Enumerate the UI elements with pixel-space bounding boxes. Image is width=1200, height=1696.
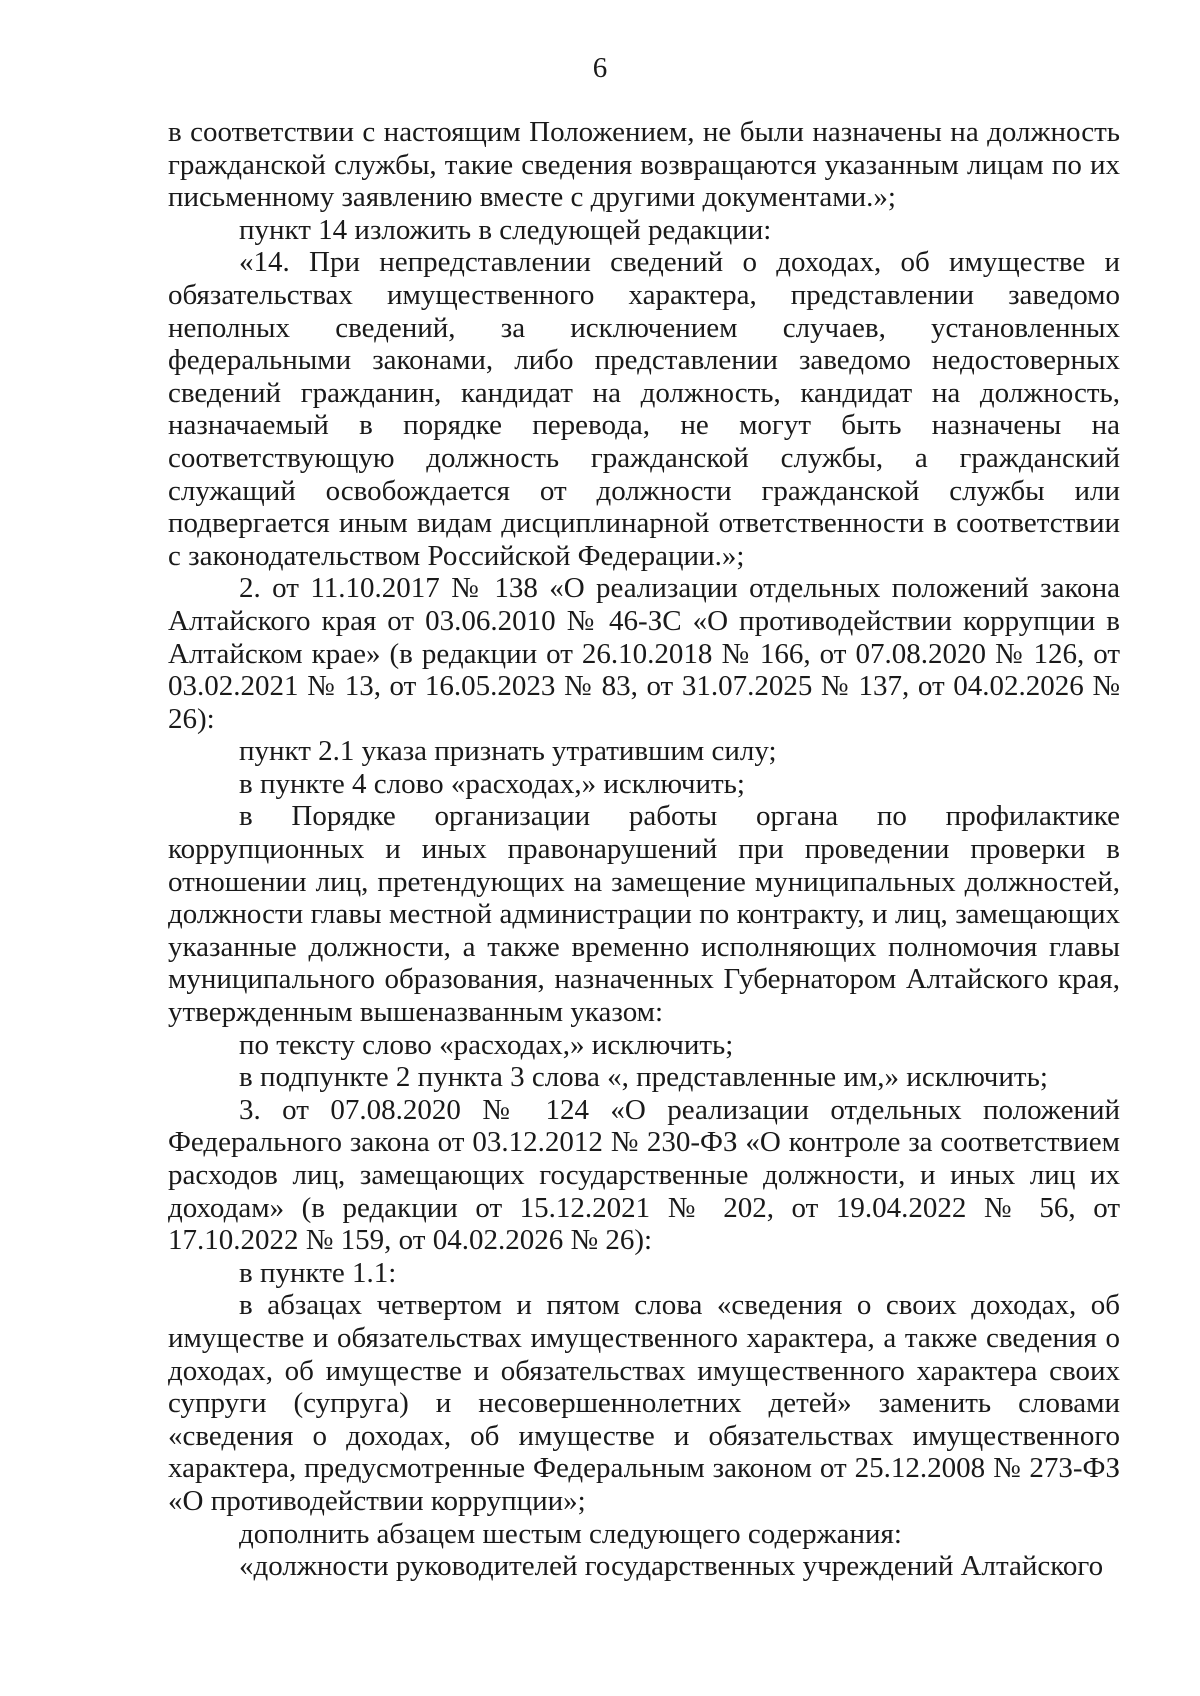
paragraph-4: 2. от 11.10.2017 № 138 «О реализации отдельных положений закона Алтайского края от 03.06.2010 № 46-ЗС «О противодействии коррупции в Алтайском крае» (в редакции от 26.10.2018 № 166, от 07.08.2020 № 126, от 03.02.2021 № 13, от 16.05.2023 № 83, от 31.07.2025 № 137, от 04.02.2026 № 26): (168, 572, 1120, 735)
paragraph-3: «14. При непредставлении сведений о доходах, об имуществе и обязательствах имущественного характера, представлении заведомо неполных сведений, за исключением случаев, установленных федеральными законами, либо представлении заведомо недостоверных сведений гражданин, кандидат на должность, кандидат на должность, назначаемый в порядке перевода, не могут быть назначены на соответствующую должность гражданской службы, а гражданский служащий освобождается от должности гражданской службы или подвергается иным видам дисциплинарной ответственности в соответствии с законодательством Российской Федерации.»; (168, 246, 1120, 572)
paragraph-13: дополнить абзацем шестым следующего содержания: (239, 1517, 902, 1550)
paragraph-14: «должности руководителей государственных учреждений Алтайского (239, 1550, 1104, 1583)
paragraph-9: в подпункте 2 пункта 3 слова «, представленные им,» исключить; (239, 1061, 1048, 1094)
paragraph-6: в пункте 4 слово «расходах,» исключить; (239, 767, 745, 800)
paragraph-12: в абзацах четвертом и пятом слова «сведения о своих доходах, об имуществе и обязательствах имущественного характера, а также сведения о доходах, об имуществе и обязательствах имущественного характера своих супруги (супруга) и несовершеннолетних детей» заменить словами «сведения о доходах, об имуществе и обязательствах имущественного характера, предусмотренные Федеральным законом от 25.12.2008 № 273-ФЗ «О противодействии коррупции»; (168, 1289, 1120, 1517)
paragraph-8: по тексту слово «расходах,» исключить; (239, 1028, 734, 1061)
page-number: 6 (592, 52, 608, 84)
paragraph-11: в пункте 1.1: (239, 1256, 397, 1289)
paragraph-10: 3. от 07.08.2020 № 124 «О реализации отдельных положений Федерального закона от 03.12.2012 № 230-ФЗ «О контроле за соответствием расходов лиц, замещающих государственные должности, и иных лиц их доходам» (в редакции от 15.12.2021 № 202, от 19.04.2022 № 56, от 17.10.2022 № 159, от 04.02.2026 № 26): (168, 1093, 1120, 1257)
paragraph-1: в соответствии с настоящим Положением, не были назначены на должность гражданской службы, такие сведения возвращаются указанным лицам по их письменному заявлению вместе с другими документами.»; (168, 116, 1120, 214)
paragraph-2: пункт 14 изложить в следующей редакции: (239, 213, 772, 246)
paragraph-7: в Порядке организации работы органа по профилактике коррупционных и иных правонарушений при проведении проверки в отношении лиц, претендующих на замещение муниципальных должностей, должности главы местной администрации по контракту, и лиц, замещающих указанные должности, а также временно исполняющих полномочия главы муниципального образования, назначенных Губернатором Алтайского края, утвержденным вышеназванным указом: (168, 800, 1120, 1029)
paragraph-5: пункт 2.1 указа признать утратившим силу; (239, 735, 777, 768)
document-body (168, 116, 1120, 1583)
